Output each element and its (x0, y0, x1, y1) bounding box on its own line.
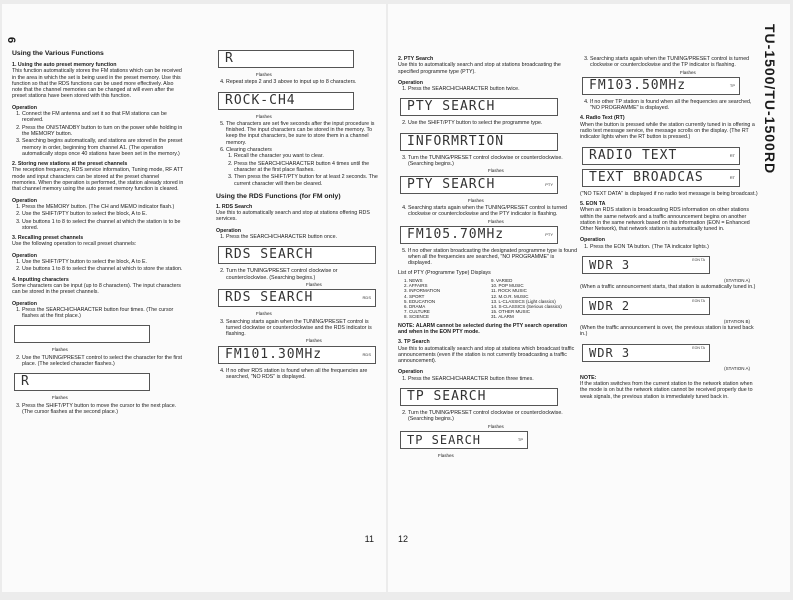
lcd-display-r2 (218, 50, 354, 68)
rds-indicator: RDS (362, 295, 371, 301)
flashes-label: Flashes (488, 168, 504, 174)
lcd-text: WDR 2 (589, 298, 631, 313)
pty-step: 1. Press the SEARCH/CHARACTER button twice. (408, 86, 578, 92)
lcd-text: RDS SEARCH (225, 247, 314, 263)
pty-list-item: 9. VARIED (491, 278, 513, 284)
rds1-step: 2. Turn the TUNING/PRESET control clockwise or counterclockwise. (Searching begins.) (226, 268, 378, 281)
lcd-text: TP SEARCH (407, 432, 482, 447)
flashes-label: Flashes (438, 452, 454, 458)
section-heading: Using the Various Functions (12, 50, 104, 57)
page-number-right: 12 (398, 534, 409, 544)
pty-list-item: 6. DRAMA (404, 304, 426, 310)
lcd-text: FM103.50MHz (589, 77, 687, 93)
lcd-display-fm103 (582, 77, 740, 95)
s3-step: 2. Use buttons 1 to 8 to select the channel at which to store the station. (22, 266, 184, 272)
s3-title: 3. Recalling preset channels (12, 235, 84, 242)
s1-text: This function automatically stores the FM stations which can be received in the area in which the set is being used in the preset memory. Use this function so that the RDS functions can be used more effectively. Also note that the channel memories can be changed at will even after the preset stations have been stored with this function. (12, 68, 182, 100)
pty-list-item: 1. NEWS (404, 278, 423, 284)
s4-steps-cont2 (12, 403, 184, 416)
lcd-text: R (21, 374, 30, 390)
column-1 (12, 50, 184, 416)
pty-list-item: 10. POP MUSIC (491, 283, 524, 289)
eon-step: 1. Press the EON TA button. (The TA indicator lights.) (590, 244, 760, 250)
pty-list-item: 15. OTHER MUSIC (491, 309, 531, 315)
clear-title (226, 147, 378, 187)
s1-steps (12, 111, 184, 157)
station-a-label: (STATION A) (724, 365, 750, 371)
lcd-display-pty-search-2 (400, 176, 558, 194)
s2-operation: Operation (12, 197, 38, 204)
pty-list-title: List of PTY (Programme Type) Displays (398, 269, 491, 276)
pty-step: 3. Turn the TUNING/PRESET control clockwise or counterclockwise. (Searching begins.) (408, 155, 578, 168)
flashes-label: Flashes (306, 281, 322, 287)
rds-indicator: RDS (362, 351, 371, 357)
clear-title-text: Clearing characters (226, 147, 272, 154)
pty-list (404, 278, 578, 320)
s4-title: 4. Inputting characters (12, 276, 69, 283)
tp-steps-3 (580, 56, 760, 69)
column-3 (398, 56, 578, 460)
lcd-text: RADIO TEXT (589, 147, 678, 163)
flashes-label: Flashes (488, 218, 504, 224)
lcd-display-r (14, 373, 150, 391)
eon-after-text: (When the traffic announcement is over, the previous station is tuned back in.) (580, 324, 754, 338)
pty-step: 2. Use the SHIFT/PTY button to select the programme type. (408, 120, 578, 126)
tp-step: 3. Searching starts again when the TUNING/PRESET control is turned clockwise or counterclockwise and the TP indicator is flashing. (590, 56, 760, 69)
lcd-text: PTY SEARCH (407, 99, 496, 115)
pty-list-item: 3. INFORMATION (404, 288, 441, 294)
char-steps (216, 79, 378, 85)
s4-step: 3. Press the SHIFT/PTY button to move the cursor to the next place. (The cursor flashes at the second place.) (22, 403, 184, 416)
char-steps-2 (216, 121, 378, 146)
clear-step: 2. Press the SEARCH/CHARACTER button 4 times until the character at the first place flashes. (234, 161, 378, 174)
page-number-left: 11 (364, 534, 374, 544)
s4-text: Some characters can be input (up to 8 characters). The input characters can be stored in the preset channels. (12, 282, 181, 296)
flashes-label: Flashes (306, 338, 322, 344)
rt-text: When the button is pressed while the station currently tuned in is offering a radio text message service, the message scrolls on the display. (The RT indicator lights when the RT button is pressed.) (580, 121, 755, 141)
rds1-text: Use this to automatically search and stop at stations offering RDS services. (216, 210, 370, 223)
s4-step: 1. Press the SEARCH/CHARACTER button four times. (The cursor flashes at the first place.) (22, 307, 184, 320)
pty-list-item: 11. ROCK MUSIC (491, 288, 527, 294)
tp-steps-2 (398, 410, 578, 423)
column-2 (216, 50, 378, 381)
clear-step: 3. Then press the SHIFT/PTY button for at least 2 seconds. The current character will then be cleared. (234, 174, 378, 187)
flashes-label: Flashes (52, 347, 68, 353)
pty-list-item: 4. SPORT (404, 293, 425, 299)
eon-ta-indicator: EON TA (692, 298, 705, 303)
lcd-text: WDR 3 (589, 258, 631, 273)
lcd-display-fm105 (400, 226, 558, 244)
pty-steps-2 (398, 120, 578, 126)
pty-step: 5. If no other station broadcasting the designated programme type is found when all the frequencies are searched, "NO PROGRAMME" is displayed. (408, 248, 578, 267)
lcd-display-radio-text (582, 147, 740, 165)
lcd-display-rds-search (218, 246, 376, 264)
flashes-label: Flashes (488, 423, 504, 429)
eon-title: 5. EON TA (580, 200, 606, 207)
lcd-text: INFORMRTION (407, 133, 505, 149)
pty-steps-3 (398, 155, 578, 168)
eon-ta-indicator: EON TA (692, 258, 705, 263)
eon-ta-indicator: EON TA (692, 345, 705, 350)
station-b-label: (STATION B) (723, 318, 750, 324)
s1-step: 3. Searching begins automatically, and stations are stored in the preset memory in order, beginning from channel A1. (The operation automatically stops once 40 stations have been set in the memory.) (22, 138, 184, 157)
eon-text: When an RDS station is broadcasting RDS information on other stations within the same network and a traffic announcement begins on another station in the same network based on this information (EON = Enhanced Other Network), that network station is automatically tuned in. (580, 207, 750, 233)
tp-steps (398, 376, 578, 382)
right-page (388, 4, 790, 592)
column-4 (580, 56, 760, 402)
pty-list-item: 8. SCIENCE (404, 314, 430, 320)
pty-steps-4 (398, 205, 578, 218)
pty-list-item: 14. S-CLASSICS (Serious classics) (491, 304, 562, 310)
s3-step: 1. Use the SHIFT/PTY button to select the block, A to E. (22, 259, 184, 265)
pty-title: 2. PTY Search (398, 56, 434, 62)
rds1-steps-3 (216, 319, 378, 338)
tp-step: 2. Turn the TUNING/PRESET control clockwise or counterclockwise. (Searching begins.) (408, 410, 578, 423)
model-side-title: TU-1500/TU-1500RD (762, 24, 778, 175)
s2-step: 2. Use the SHIFT/PTY button to select the block, A to E. (22, 211, 184, 217)
clear-step: 1. Recall the character you want to clear. (234, 153, 378, 159)
char-step: 4. Repeat steps 2 and 3 above to input up to 8 characters. (226, 79, 378, 85)
pty-text: Use this to automatically search and stop at stations broadcasting the specified programme type (PTY). (398, 62, 561, 75)
rds1-steps-2 (216, 268, 378, 281)
lcd-text: PTY SEARCH (407, 176, 496, 192)
pty-list-item: 5. EDUCATION (404, 298, 436, 304)
lcd-display-blank (14, 325, 150, 343)
s3-steps (12, 259, 184, 273)
tp-text: Use this to automatically search and stop at stations which broadcast traffic announcements (even if the station is not currently broadcasting a traffic announcement). (398, 345, 575, 365)
s4-steps (12, 307, 184, 320)
lcd-display-rock (218, 92, 354, 110)
rds-heading: Using the RDS Functions (for FM only) (216, 192, 341, 200)
lcd-text: FM105.70MHz (407, 226, 505, 242)
s4-steps-cont (12, 355, 184, 368)
lcd-display-wdr3 (582, 256, 710, 274)
flashes-label: Flashes (680, 69, 696, 75)
s3-operation: Operation (12, 252, 38, 259)
pty-operation: Operation (398, 79, 424, 86)
tp-indicator: TP (729, 82, 735, 88)
tp-operation: Operation (398, 369, 424, 376)
lcd-display-information (400, 133, 558, 151)
tp-steps-4 (580, 99, 760, 112)
lcd-display-fm101 (218, 346, 376, 364)
rt-indicator: RT (729, 152, 735, 158)
rds1-step: 1. Press the SEARCH/CHARACTER button once. (226, 234, 378, 240)
tp-step: 4. If no other TP station is found when all the frequencies are searched, "NO PROGRAMME" is displayed. (590, 99, 760, 112)
rds1-operation: Operation (216, 227, 242, 234)
s1-step: 1. Connect the FM antenna and set it so that FM stations can be received. (22, 111, 184, 124)
lcd-text: TEXT BROADCAS (589, 169, 704, 185)
tp-title: 3. TP Search (398, 339, 430, 346)
eon-operation: Operation (580, 237, 606, 244)
lcd-display-pty-search (400, 98, 558, 116)
pty-list-item: 13. L-CLASSICS (Light classics) (491, 298, 556, 304)
lcd-display-wdr2 (582, 297, 710, 315)
tp-step: 1. Press the SEARCH/CHARACTER button three times. (408, 376, 578, 382)
s4-step: 2. Use the TUNING/PRESET control to select the character for the first place. (The selected character flashes.) (22, 355, 184, 368)
page-tab-number: 6 (5, 36, 18, 44)
pty-list-item: 12. M.O.R. MUSIC (491, 293, 529, 299)
rds1-steps-4 (216, 368, 378, 381)
rt-note: ("NO TEXT DATA" is displayed if no radio text message is being broadcast.) (580, 190, 758, 197)
s2-title: 2. Storing new stations at the preset channels (12, 161, 128, 168)
pty-list-item: 2. AFFAIRS (404, 283, 428, 289)
eon-mid-text: (When a traffic announcement starts, that station is automatically tuned in.) (580, 284, 756, 291)
lcd-text: FM101.30MHz (225, 346, 323, 362)
lcd-display-rds-search-2 (218, 289, 376, 307)
left-page (2, 4, 386, 592)
lcd-text: TP SEARCH (407, 389, 487, 405)
s1-title: 1. Using the auto preset memory function (12, 62, 117, 68)
s2-steps (12, 204, 184, 231)
flashes-label: Flashes (256, 113, 272, 119)
s2-step: 1. Press the MEMORY button. (The CH and MEMO indicator flash.) (22, 204, 184, 210)
s2-text: The reception frequency, RDS service information, Tuning mode, RF ATT mode and input characters can be stored at the preset channel memories. When the operation is performed, the station already stored in that channel memory using the auto preset memory function is cleared. (12, 167, 184, 193)
pty-list-item: 7. CULTURE (404, 309, 430, 315)
rt-indicator: RT (729, 174, 735, 180)
lcd-display-text-broadcast (582, 169, 740, 187)
lcd-text: ROCK-CH4 (225, 92, 296, 108)
lcd-text: RDS SEARCH (225, 290, 314, 306)
pty-indicator: PTY (545, 181, 553, 187)
pty-steps (398, 86, 578, 92)
flashes-label: Flashes (52, 395, 68, 401)
pty-steps-5 (398, 248, 578, 267)
pty-note: NOTE: ALARM cannot be selected during the PTY search operation and when in the EON PTY mode. (398, 322, 568, 335)
note-text: If the station switches from the current station to the network station when the mode is on but the network station cannot be received properly due to weak signals, the previous station is immediately tuned back in. (580, 381, 753, 400)
s1-step: 2. Press the ON/STANDBY button to turn on the power while holding in the MEMORY button. (22, 125, 184, 138)
char-step: 5. The characters are set five seconds after the input procedure is finished. The input characters can be stored in the memory. To keep the input characters, be sure to store them in a channel memory. (226, 121, 378, 146)
flashes-label: Flashes (468, 197, 484, 203)
clear-steps (226, 153, 378, 186)
station-a-label: (STATION A) (724, 278, 750, 284)
s2-step: 3. Use buttons 1 to 8 to select the channel at which the station is to be stored. (22, 219, 184, 232)
s1-operation: Operation (12, 104, 38, 111)
clear-section (216, 147, 378, 187)
rds1-step: 4. If no other RDS station is found when all the frequencies are searched, "NO RDS" is displayed. (226, 368, 378, 381)
s3-text: Use the following operation to recall preset channels: (12, 241, 137, 248)
rt-title: 4. Radio Text (RT) (580, 115, 625, 122)
rds1-step: 3. Searching starts again when the TUNING/PRESET control is turned clockwise or counterclockwise and the RDS indicator is flashing. (226, 319, 378, 338)
pty-indicator: PTY (545, 231, 553, 237)
eon-steps (580, 244, 760, 250)
lcd-display-tp-search (400, 388, 558, 406)
pty-list-item: 31. ALARM (491, 314, 514, 320)
rds1-title: 1. RDS Search (216, 203, 253, 210)
pty-step: 4. Searching starts again when the TUNING/PRESET control is turned clockwise or counterclockwise and the PTY indicator is flashing. (408, 205, 578, 218)
tp-indicator: TP (517, 436, 523, 442)
rds1-steps (216, 234, 378, 240)
lcd-text: R (225, 51, 234, 66)
lcd-display-wdr3-b (582, 344, 710, 362)
s4-operation: Operation (12, 300, 38, 307)
lcd-display-tp-search-2 (400, 431, 528, 449)
lcd-text: WDR 3 (589, 345, 631, 360)
flashes-label: Flashes (256, 72, 272, 77)
flashes-label: Flashes (256, 311, 272, 317)
note-title: NOTE: (580, 374, 597, 381)
